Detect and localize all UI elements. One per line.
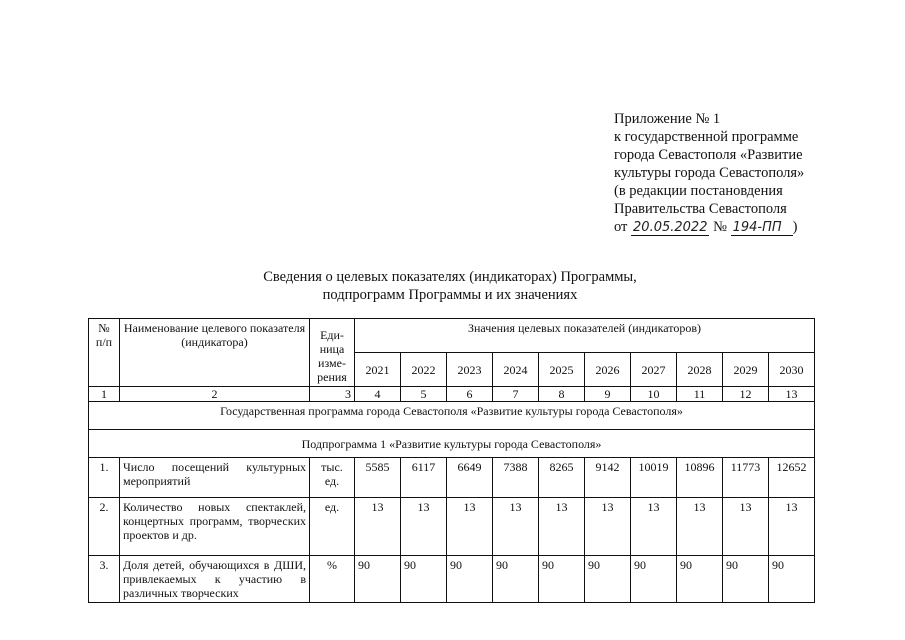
row-value: 11773 <box>723 458 769 498</box>
appendix-line: Приложение № 1 <box>614 111 721 127</box>
index-cell: 13 <box>769 387 815 402</box>
index-row <box>89 387 815 402</box>
row-num: 3. <box>89 556 120 603</box>
row-name: Количество новых спектаклей, концертных программ, творческих проектов и др. <box>120 498 310 556</box>
index-cell: 11 <box>677 387 723 402</box>
year-cell: 2023 <box>447 353 493 387</box>
row-value: 13 <box>631 498 677 556</box>
appendix-block <box>614 110 844 236</box>
program-section-title: Государственная программа города Севастополя «Развитие культуры города Севастополя» <box>89 402 815 430</box>
row-value: 9142 <box>585 458 631 498</box>
index-cell: 1 <box>89 387 120 402</box>
row-value: 13 <box>585 498 631 556</box>
header-values-group: Значения целевых показателей (индикаторов) <box>355 319 815 353</box>
year-cell: 2025 <box>539 353 585 387</box>
row-name: Число посещений культурных мероприятий <box>120 458 310 498</box>
row-value: 90 <box>677 556 723 603</box>
row-value: 13 <box>447 498 493 556</box>
header-unit: Еди-ница изме-рения <box>310 319 355 387</box>
number-suffix: ) <box>792 219 798 235</box>
index-cell: 12 <box>723 387 769 402</box>
header-num: № п/п <box>89 319 120 387</box>
date-prefix: от <box>614 219 628 235</box>
row-num: 2. <box>89 498 120 556</box>
row-value: 8265 <box>539 458 585 498</box>
row-unit: ед. <box>310 498 355 556</box>
number-prefix: № <box>713 219 727 235</box>
subprogram-section-row <box>89 430 815 458</box>
row-name: Доля детей, обучающихся в ДШИ, привлекаемых к участию в различных творческих <box>120 556 310 603</box>
row-value: 90 <box>585 556 631 603</box>
year-cell: 2029 <box>723 353 769 387</box>
year-cell: 2030 <box>769 353 815 387</box>
row-value: 13 <box>723 498 769 556</box>
year-cell: 2026 <box>585 353 631 387</box>
row-value: 13 <box>769 498 815 556</box>
appendix-date-line <box>614 218 844 236</box>
handwritten-date: 20.05.2022 <box>633 220 708 235</box>
title-line-1: Сведения о целевых показателях (индикаторах) Программы, <box>263 269 637 285</box>
row-value: 90 <box>401 556 447 603</box>
row-value: 90 <box>447 556 493 603</box>
row-value: 13 <box>355 498 401 556</box>
index-cell: 6 <box>447 387 493 402</box>
row-value: 6117 <box>401 458 447 498</box>
appendix-line: к государственной программе <box>614 129 799 145</box>
row-num: 1. <box>89 458 120 498</box>
title-line-2: подпрограмм Программы и их значениях <box>322 287 578 303</box>
index-cell: 9 <box>585 387 631 402</box>
table-row <box>89 498 815 556</box>
year-cell: 2021 <box>355 353 401 387</box>
indicators-table <box>88 318 815 603</box>
document-title <box>150 268 750 304</box>
row-value: 90 <box>631 556 677 603</box>
subprogram-section-title: Подпрограмма 1 «Развитие культуры города Севастополя» <box>89 430 815 458</box>
appendix-line: города Севастополя «Развитие <box>614 147 803 163</box>
row-value: 5585 <box>355 458 401 498</box>
year-cell: 2022 <box>401 353 447 387</box>
index-cell: 2 <box>120 387 310 402</box>
row-value: 10019 <box>631 458 677 498</box>
handwritten-number: 194-ПП <box>731 221 793 236</box>
row-value: 10896 <box>677 458 723 498</box>
header-name: Наименование целевого показателя (индикатора) <box>120 319 310 387</box>
appendix-line: Правительства Севастополя <box>614 201 787 217</box>
row-value: 90 <box>355 556 401 603</box>
appendix-line: культуры города Севастополя» <box>614 165 805 181</box>
index-cell: 3 <box>310 387 355 402</box>
row-unit: % <box>310 556 355 603</box>
row-value: 7388 <box>493 458 539 498</box>
row-value: 13 <box>677 498 723 556</box>
year-cell: 2028 <box>677 353 723 387</box>
row-value: 6649 <box>447 458 493 498</box>
row-unit: тыс. ед. <box>310 458 355 498</box>
header-row <box>89 319 815 353</box>
row-value: 13 <box>493 498 539 556</box>
table-row <box>89 458 815 498</box>
row-value: 13 <box>539 498 585 556</box>
table-row <box>89 556 815 603</box>
row-value: 90 <box>493 556 539 603</box>
index-cell: 8 <box>539 387 585 402</box>
year-cell: 2024 <box>493 353 539 387</box>
index-cell: 5 <box>401 387 447 402</box>
row-value: 90 <box>723 556 769 603</box>
row-value: 90 <box>539 556 585 603</box>
appendix-line: (в редакции постановдения <box>614 183 783 199</box>
row-value: 90 <box>769 556 815 603</box>
index-cell: 10 <box>631 387 677 402</box>
index-cell: 7 <box>493 387 539 402</box>
year-cell: 2027 <box>631 353 677 387</box>
index-cell: 4 <box>355 387 401 402</box>
row-value: 12652 <box>769 458 815 498</box>
program-section-row <box>89 402 815 430</box>
row-value: 13 <box>401 498 447 556</box>
